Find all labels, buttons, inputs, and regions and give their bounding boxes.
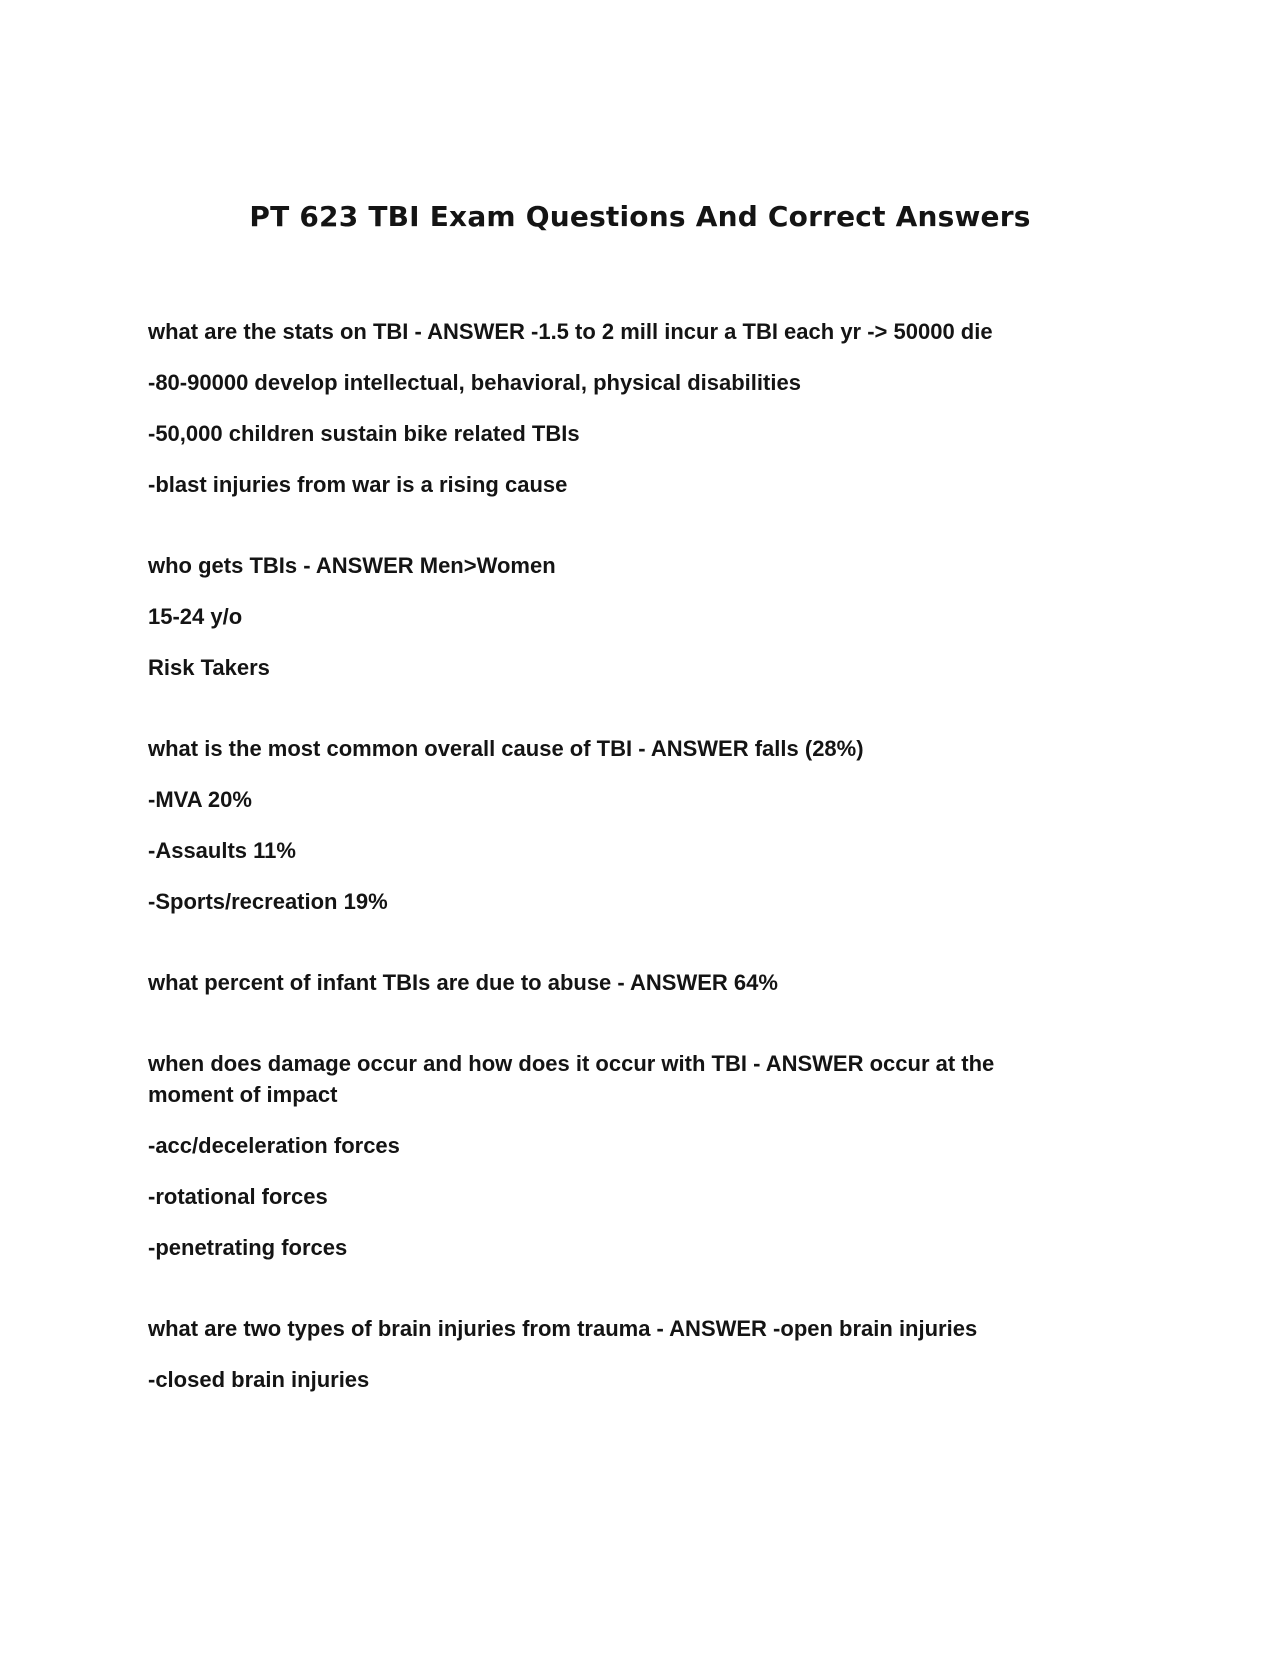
answer-line: -50,000 children sustain bike related TBIs	[148, 421, 580, 446]
question-line: what are two types of brain injuries from trauma - ANSWER -open brain injuries	[148, 1316, 978, 1341]
qa-item-common-cause	[148, 733, 1068, 917]
answer-line: -MVA 20%	[148, 787, 252, 812]
question-line: what percent of infant TBIs are due to abuse - ANSWER 64%	[148, 970, 778, 995]
answer-line: 15-24 y/o	[148, 604, 243, 629]
page-title: PT 623 TBI Exam Questions And Correct Answers	[249, 200, 1031, 233]
answer-line: -acc/deceleration forces	[148, 1133, 400, 1158]
answer-line: -rotational forces	[148, 1184, 328, 1209]
qa-item-tbi-stats	[148, 316, 1068, 500]
question-line: when does damage occur and how does it occur with TBI - ANSWER occur at the moment of impact	[148, 1051, 995, 1107]
qa-item-injury-types	[148, 1313, 1068, 1395]
answer-line: -Sports/recreation 19%	[148, 889, 388, 914]
qa-item-damage-occurrence	[148, 1048, 1068, 1263]
qa-item-infant-abuse	[148, 967, 1068, 998]
answer-line: -80-90000 develop intellectual, behavioral, physical disabilities	[148, 370, 801, 395]
qa-item-who-gets-tbi	[148, 550, 1068, 683]
question-line: what is the most common overall cause of TBI - ANSWER falls (28%)	[148, 736, 864, 761]
answer-line: -Assaults 11%	[148, 838, 296, 863]
answer-line: -closed brain injuries	[148, 1367, 370, 1392]
question-line: who gets TBIs - ANSWER Men>Women	[148, 553, 556, 578]
answer-line: Risk Takers	[148, 655, 270, 680]
answer-line: -blast injuries from war is a rising cause	[148, 472, 568, 497]
answer-line: -penetrating forces	[148, 1235, 348, 1260]
document-body	[148, 316, 1068, 1445]
question-line: what are the stats on TBI - ANSWER -1.5 to 2 mill incur a TBI each yr -> 50000 die	[148, 319, 993, 344]
